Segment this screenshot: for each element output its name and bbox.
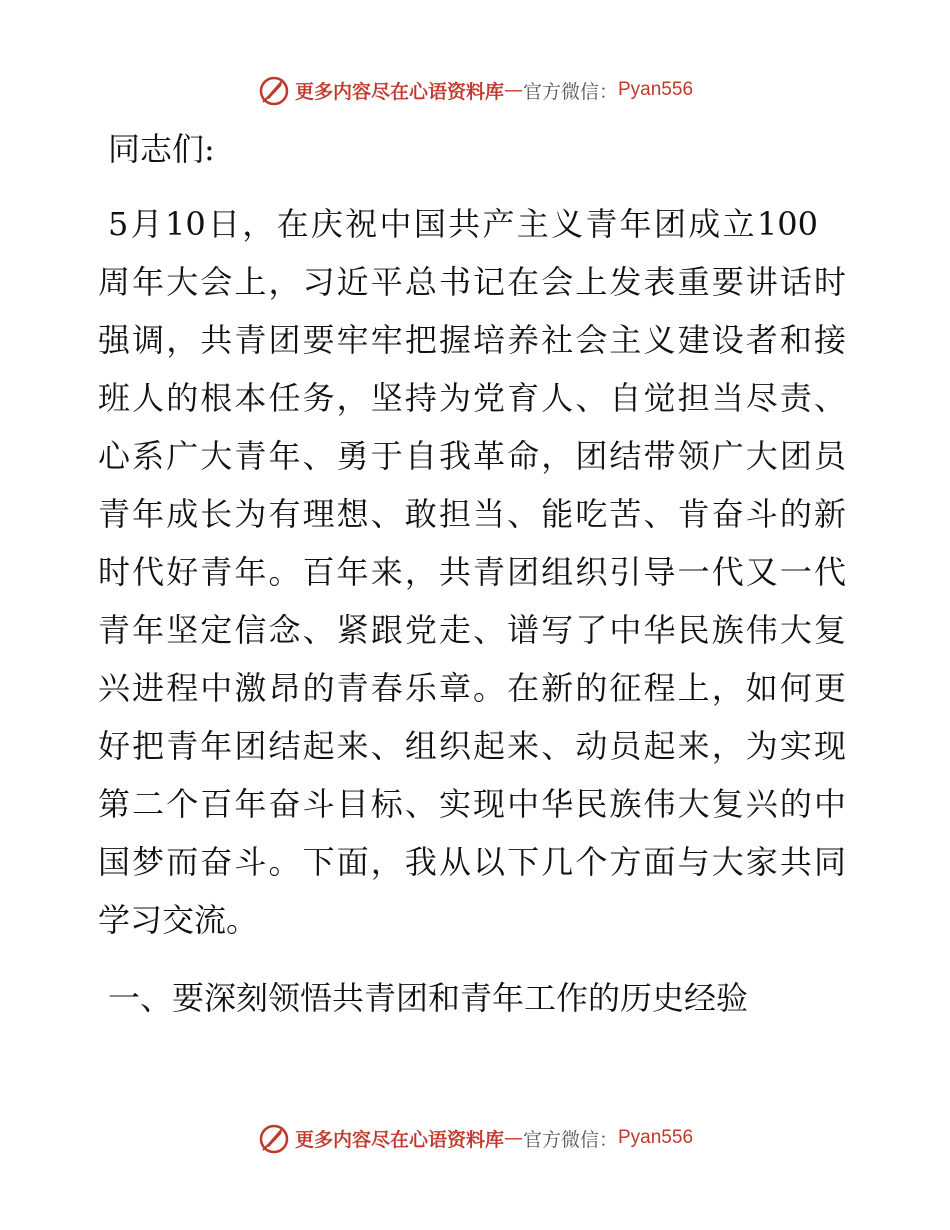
salutation: 同志们:: [108, 130, 215, 168]
watermark-handle: Pyan556: [618, 79, 694, 100]
paragraph-line: 5月10日，在庆祝中国共产主义青年团成立100: [108, 205, 818, 243]
paragraph-line: 青年坚定信念、紧跟党走、谱写了中华民族伟大复: [98, 611, 846, 649]
watermark-official-label: 官方微信：: [522, 80, 618, 103]
paragraph-line: 兴进程中激昂的青春乐章。在新的征程上，如何更: [98, 669, 846, 707]
paragraph-line: 时代好青年。百年来，共青团组织引导一代又一代: [98, 553, 846, 591]
paragraph-line: 班人的根本任务，坚持为党育人、自觉担当尽责、: [98, 379, 846, 417]
paragraph-line: 强调，共青团要牢牢把握培养社会主义建设者和接: [98, 321, 846, 359]
watermark-separator: —: [503, 1127, 523, 1149]
watermark-header: [0, 70, 950, 110]
paragraph-line: 心系广大青年、勇于自我革命，团结带领广大团员: [98, 437, 846, 475]
watermark-official-label: 官方微信：: [522, 1128, 618, 1151]
watermark-lead-text: 更多内容尽在心语资料库: [294, 80, 504, 103]
section-heading: 一、要深刻领悟共青团和青年工作的历史经验: [108, 979, 749, 1017]
watermark-footer: [0, 1118, 950, 1158]
paragraph-line: 青年成长为有理想、敢担当、能吃苦、肯奋斗的新: [98, 495, 846, 533]
paragraph-line: 好把青年团结起来、组织起来、动员起来，为实现: [98, 727, 846, 765]
watermark-separator: —: [503, 79, 523, 101]
quill-pen-logo-icon: [257, 73, 291, 107]
paragraph-line: 学习交流。: [98, 901, 259, 939]
watermark-handle: Pyan556: [618, 1127, 694, 1148]
paragraph-line: 国梦而奋斗。下面，我从以下几个方面与大家共同: [98, 843, 846, 881]
watermark-lead-text: 更多内容尽在心语资料库: [294, 1128, 504, 1151]
paragraph-line: 周年大会上，习近平总书记在会上发表重要讲话时: [98, 263, 846, 301]
paragraph-line: 第二个百年奋斗目标、实现中华民族伟大复兴的中: [98, 785, 846, 823]
quill-pen-logo-icon: [257, 1121, 291, 1155]
